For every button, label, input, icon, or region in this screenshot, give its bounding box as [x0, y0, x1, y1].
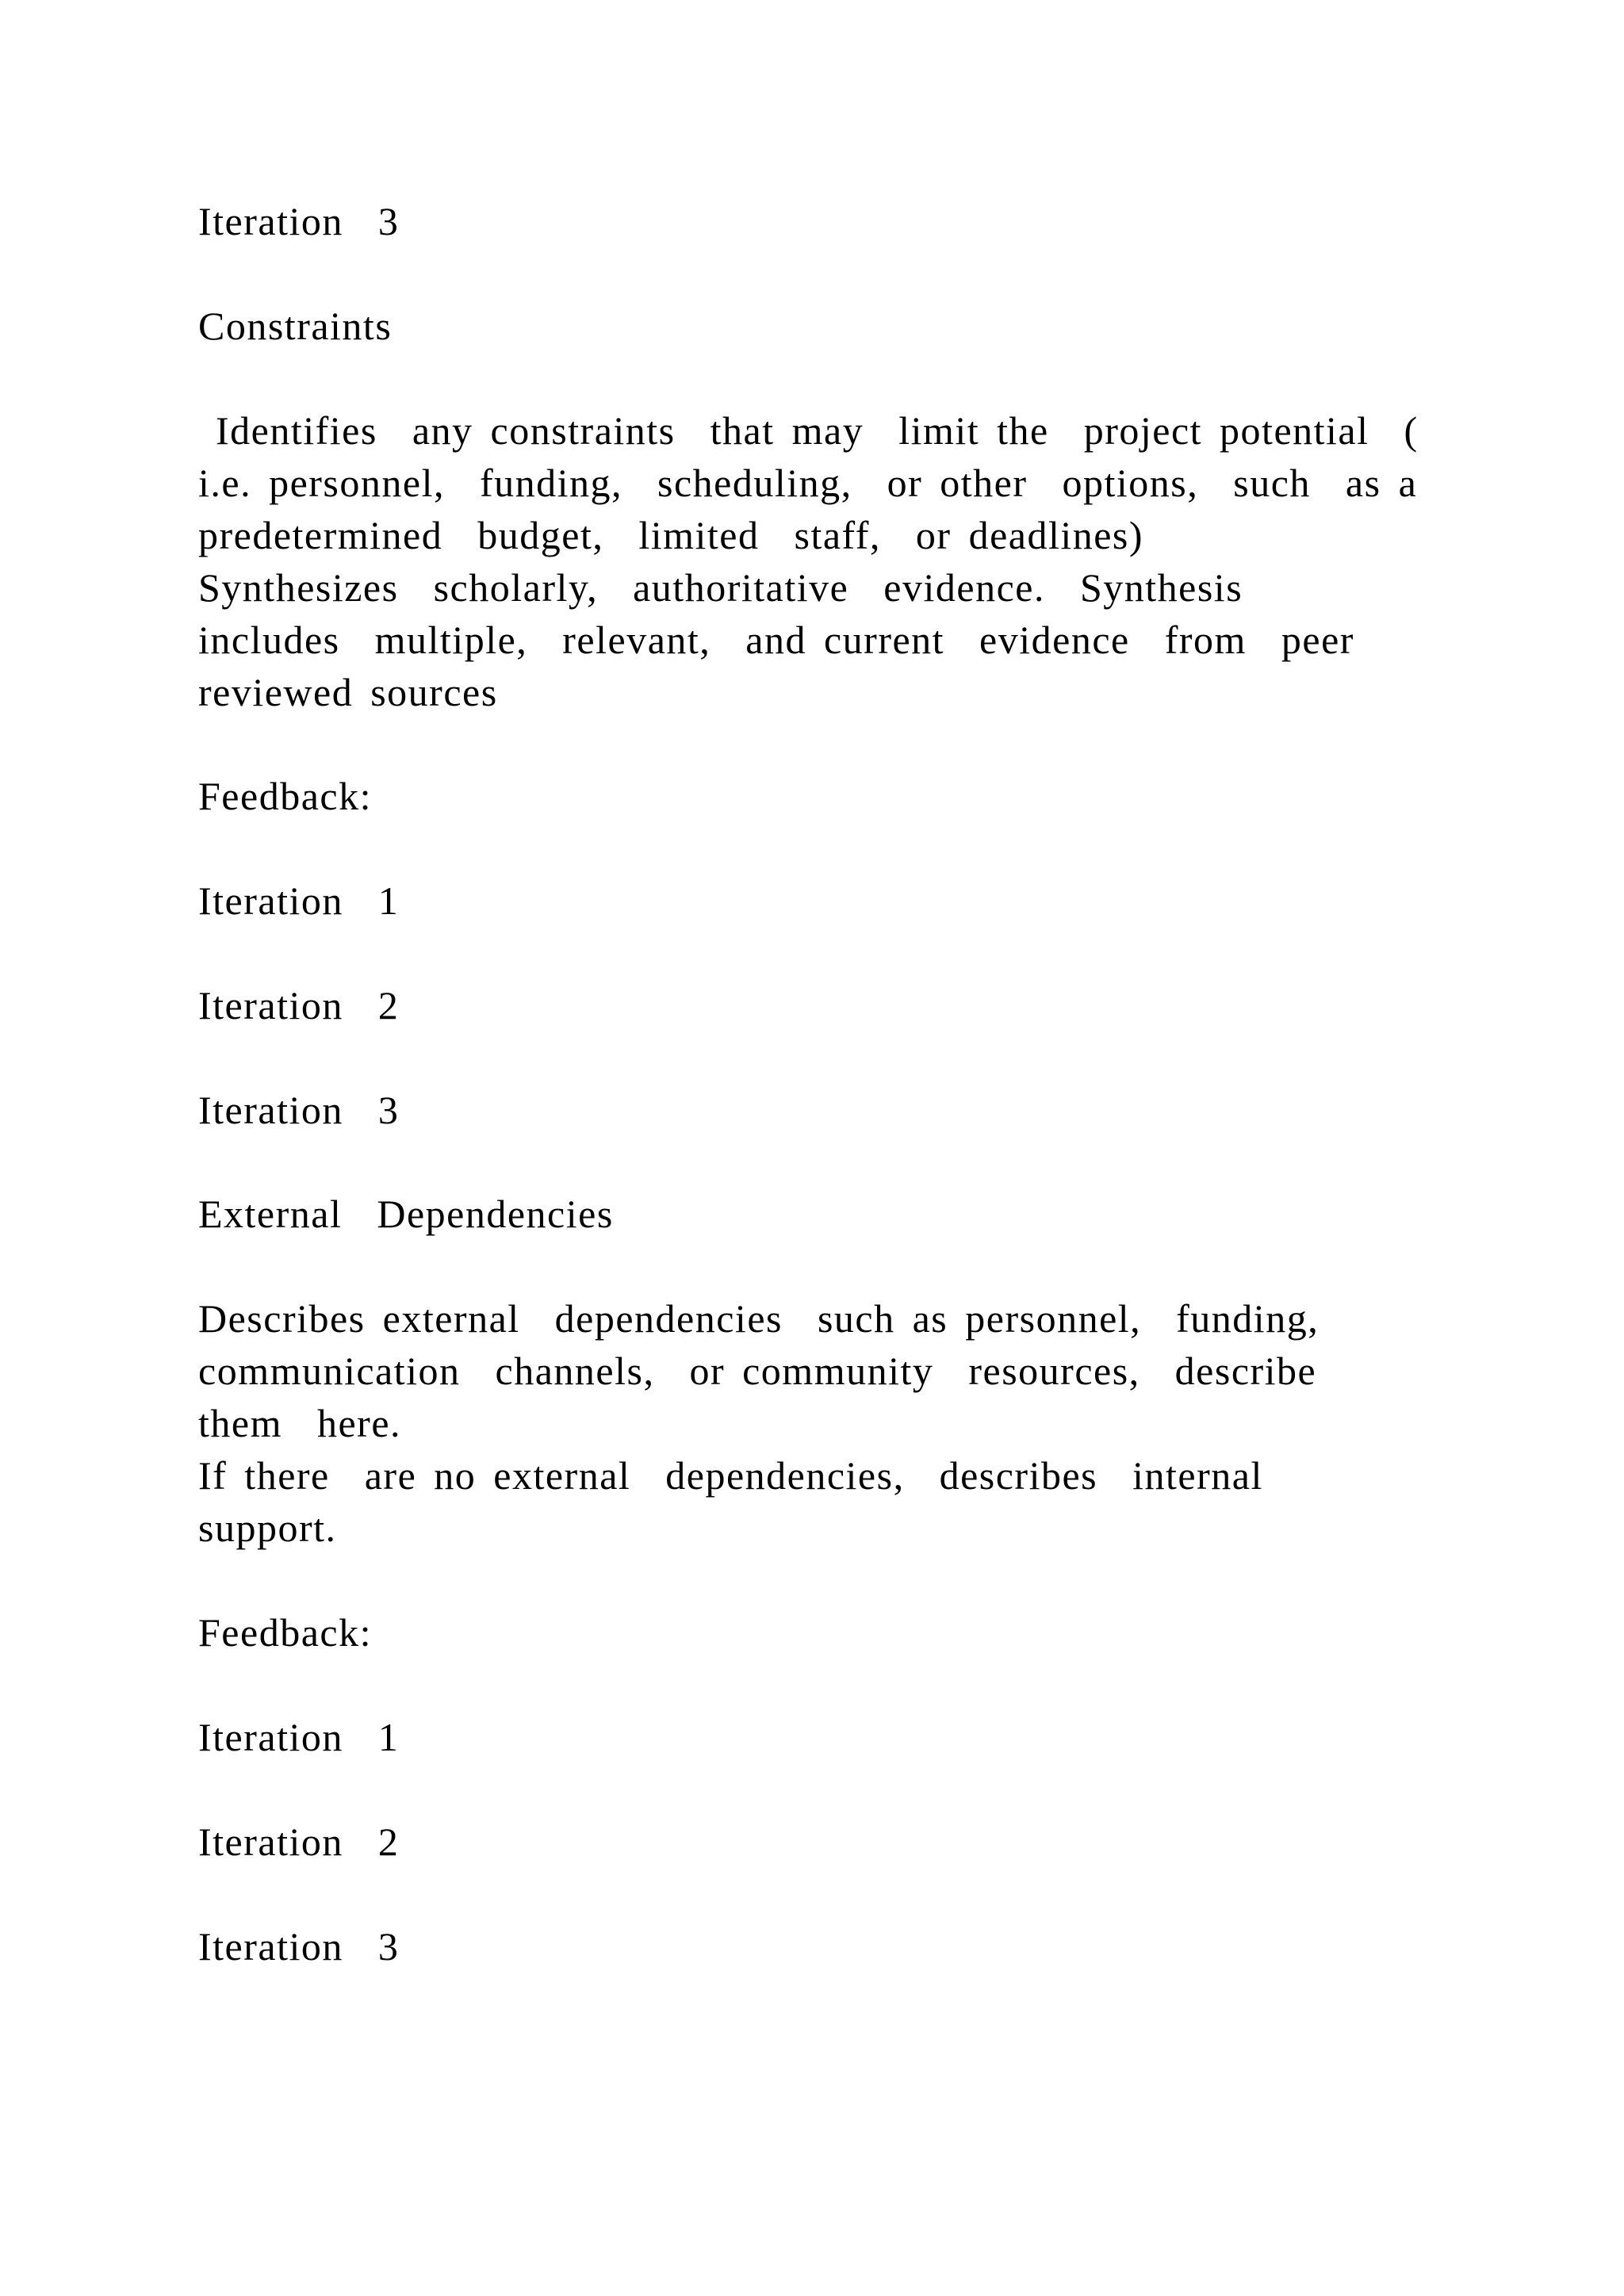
iteration-3-label: Iteration 3: [198, 1088, 400, 1132]
iteration-3-heading: Iteration 3: [198, 199, 400, 243]
constraints-description-line: Synthesizes scholarly, authoritative evidence. Synthesis: [198, 565, 1243, 610]
iteration-2-label: Iteration 2: [198, 1820, 400, 1864]
feedback-label: Feedback:: [198, 1610, 372, 1655]
constraints-description-line: reviewed sources: [198, 670, 498, 714]
iteration-3-label: Iteration 3: [198, 1924, 400, 1969]
feedback-label: Feedback:: [198, 774, 372, 818]
iteration-2-label: Iteration 2: [198, 983, 400, 1027]
external-dependencies-description-line: communication channels, or community resources, describe: [198, 1349, 1317, 1393]
external-dependencies-description-line: support.: [198, 1506, 337, 1550]
constraints-heading: Constraints: [198, 304, 393, 348]
external-dependencies-description-line: Describes external dependencies such as personnel, funding,: [198, 1296, 1320, 1341]
iteration-1-label: Iteration 1: [198, 1715, 400, 1759]
constraints-description-line: i.e. personnel, funding, scheduling, or other options, such as a: [198, 461, 1418, 505]
constraints-description-line: predetermined budget, limited staff, or deadlines): [198, 513, 1144, 557]
external-dependencies-heading: External Dependencies: [198, 1192, 614, 1236]
iteration-1-label: Iteration 1: [198, 878, 400, 923]
external-dependencies-description-line: If there are no external dependencies, describes internal: [198, 1453, 1263, 1498]
constraints-description-line: Identifies any constraints that may limit the project potential (: [198, 408, 1419, 453]
constraints-description-line: includes multiple, relevant, and current evidence from peer: [198, 618, 1354, 662]
external-dependencies-description-line: them here.: [198, 1401, 402, 1445]
